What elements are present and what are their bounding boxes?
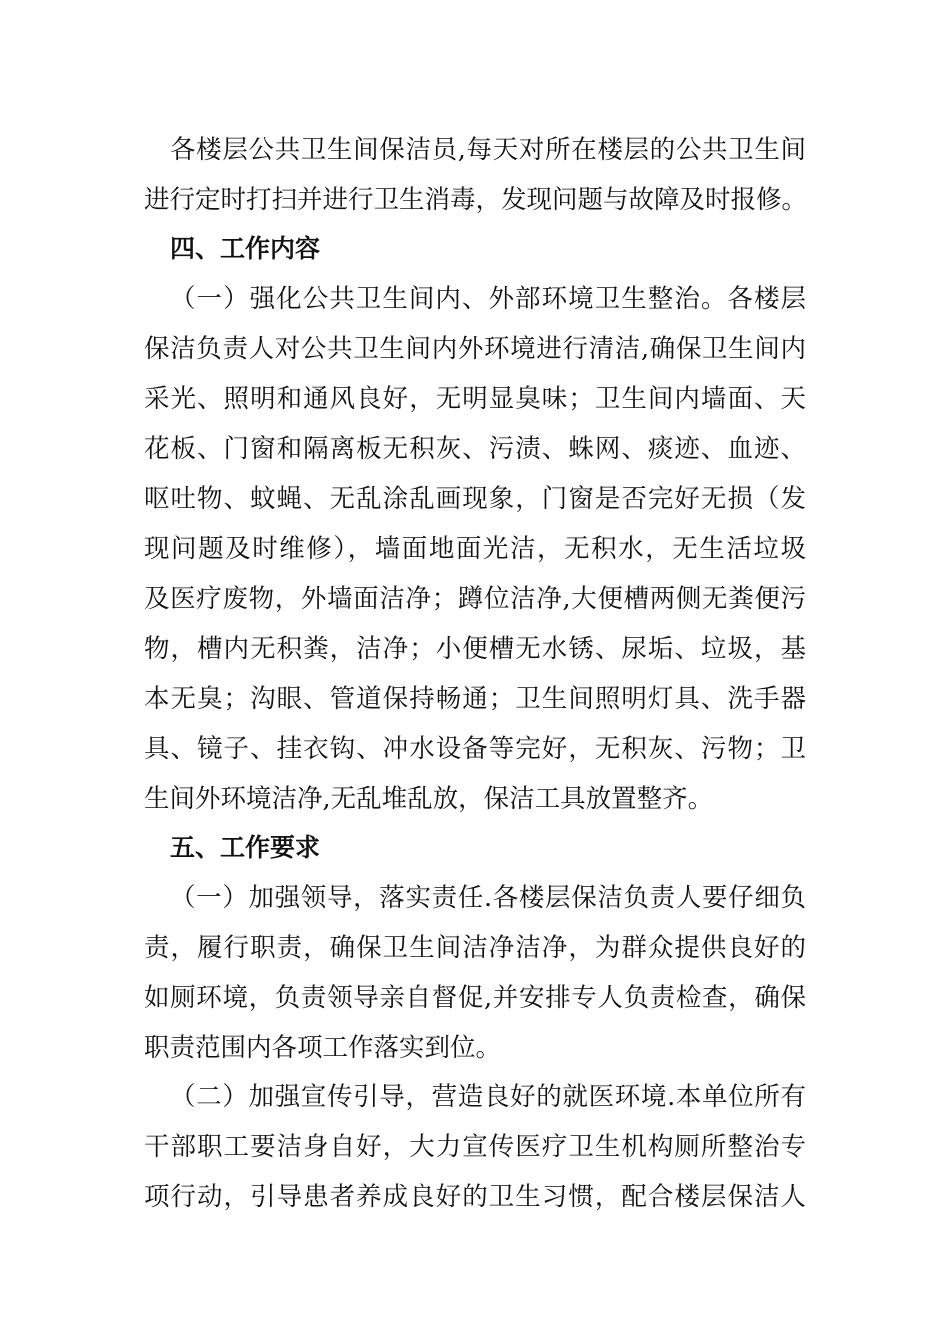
para2-line-6: 现问题及时维修），墙面地面光洁，无积水，无生活垃圾 — [144, 534, 806, 564]
para2-line-3: 采光、照明和通风良好，无明显臭味；卫生间内墙面、天 — [144, 384, 806, 414]
para2-line-8: 物，槽内无积粪，洁净；小便槽无水锈、尿垢、垃圾，基 — [144, 634, 806, 664]
para4-line-1: （二）加强宣传引导，营造良好的就医环境.本单位所有 — [170, 1082, 806, 1112]
section-heading-4: 四、工作内容 — [170, 234, 321, 263]
para1-line-2: 进行定时打扫并进行卫生消毒，发现问题与故障及时报修。 — [144, 185, 808, 215]
para3-line-2: 责，履行职责，确保卫生间洁净洁净，为群众提供良好的 — [144, 933, 806, 963]
section-heading-5: 五、工作要求 — [170, 833, 321, 862]
para2-line-4: 花板、门窗和隔离板无积灰、污渍、蛛网、痰迹、血迹、 — [144, 434, 806, 464]
para3-line-4: 职责范围内各项工作落实到位。 — [144, 1033, 502, 1063]
para2-line-2: 保洁负责人对公共卫生间内外环境进行清洁,确保卫生间内 — [144, 334, 806, 364]
para2-line-5: 呕吐物、蚊蝇、无乱涂乱画现象，门窗是否完好无损（发 — [144, 484, 806, 514]
para2-line-1: （一）强化公共卫生间内、外部环境卫生整治。各楼层 — [170, 284, 806, 314]
para2-line-9: 本无臭；沟眼、管道保持畅通；卫生间照明灯具、洗手器 — [144, 684, 806, 714]
para2-line-7: 及医疗废物，外墙面洁净；蹲位洁净,大便槽两侧无粪便污 — [144, 584, 806, 614]
para4-line-3: 项行动，引导患者养成良好的卫生习惯，配合楼层保洁人 — [144, 1182, 806, 1212]
para4-line-2: 干部职工要洁身自好，大力宣传医疗卫生机构厕所整治专 — [144, 1132, 806, 1162]
para3-line-1: （一）加强领导，落实责任.各楼层保洁负责人要仔细负 — [170, 883, 806, 913]
para2-line-11: 生间外环境洁净,无乱堆乱放，保洁工具放置整齐。 — [144, 784, 714, 814]
para1-line-1: 各楼层公共卫生间保洁员,每天对所在楼层的公共卫生间 — [170, 135, 806, 165]
para3-line-3: 如厕环境，负责领导亲自督促,并安排专人负责检查，确保 — [144, 983, 806, 1013]
para2-line-10: 具、镜子、挂衣钩、冲水设备等完好，无积灰、污物；卫 — [144, 734, 806, 764]
